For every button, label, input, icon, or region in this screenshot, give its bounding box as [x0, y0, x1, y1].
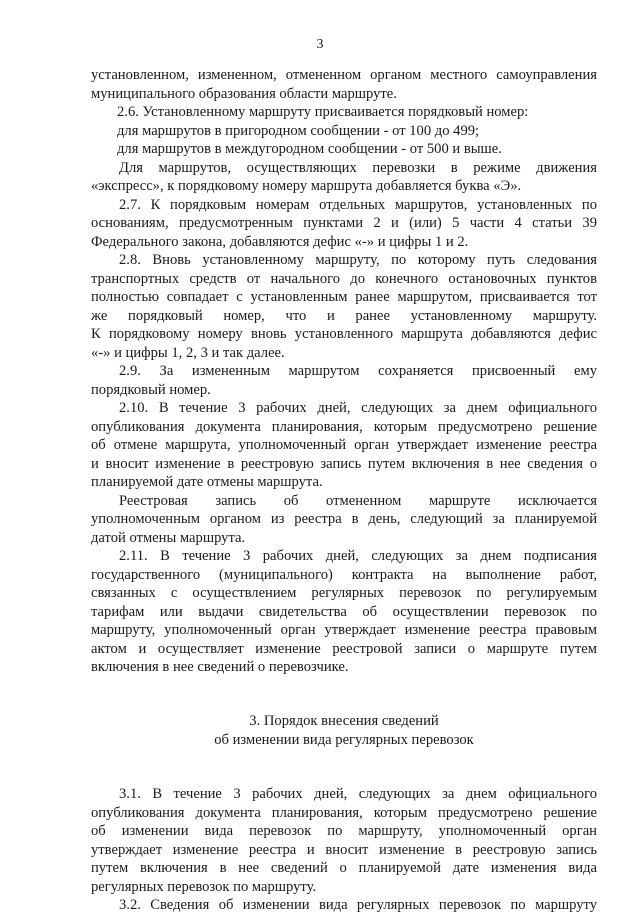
text-line: об изменении вида перевозок по маршруту, уполномоченный орган: [91, 823, 597, 839]
text-line: путем включения в нее сведений о планируемой дате изменения вида: [91, 860, 597, 876]
text-line: Реестровая запись об отмененном маршруте исключается: [119, 493, 597, 509]
text-line: опубликования документа планирования, которым предусмотрено решение: [91, 805, 597, 821]
text-line: 2.8. Вновь установленному маршруту, по которому путь следования: [119, 252, 597, 268]
text-line: же порядковый номер, что и ранее установленному маршруту.: [91, 308, 597, 324]
text-line: «экспресс», к порядковому номеру маршрута добавляется буква «Э».: [91, 178, 522, 194]
text-line: датой отмены маршрута.: [91, 530, 246, 546]
text-line: и вносит изменение в реестровую запись путем включения в нее сведения о: [91, 456, 597, 472]
text-line: опубликования документа планирования, которым предусмотрено решение: [91, 419, 597, 435]
text-line: 2.7. К порядковым номерам отдельных маршрутов, установленных по: [119, 197, 597, 213]
text-line: 2.11. В течение 3 рабочих дней, следующих за днем подписания: [119, 548, 597, 564]
text-line: транспортных средств от начального до конечного остановочных пунктов: [91, 271, 597, 287]
text-line: 2.6. Установленному маршруту присваивается порядковый номер:: [117, 104, 529, 120]
text-line: регулярных перевозок по маршруту.: [91, 879, 317, 895]
text-line: Федерального закона, добавляются дефис «-» и цифры 1 и 2.: [91, 234, 469, 250]
text-line: «-» и цифры 1, 2, 3 и так далее.: [91, 345, 285, 361]
text-line: порядковый номер.: [91, 382, 211, 398]
text-line: государственного (муниципального) контракта на выполнение работ,: [91, 567, 597, 583]
page-number: 3: [316, 37, 324, 52]
text-line: 2.9. За измененным маршрутом сохраняется присвоенный ему: [119, 363, 597, 379]
text-line: 2.10. В течение 3 рабочих дней, следующих за днем официального: [119, 400, 597, 416]
section-heading: 3. Порядок внесения сведений: [249, 713, 439, 729]
text-line: установленном, измененном, отмененном органом местного самоуправления: [91, 67, 597, 83]
text-line: об отмене маршрута, уполномоченный орган утверждает изменение реестра: [91, 437, 597, 453]
text-line: актом и осуществляет изменение реестровой записи о маршруте путем: [91, 641, 597, 657]
text-line: утверждает изменение реестра и вносит изменение в реестровую запись: [91, 842, 597, 858]
text-line: тарифам или выдачи свидетельства об осуществлении перевозок по: [91, 604, 597, 620]
text-line: связанных с осуществлением регулярных перевозок по регулируемым: [91, 585, 597, 601]
text-line: основаниям, предусмотренным пунктами 2 и (или) 5 части 4 статьи 39: [91, 215, 597, 231]
text-line: Для маршрутов, осуществляющих перевозки в режиме движения: [119, 160, 597, 176]
text-line: планируемой дате отмены маршрута.: [91, 474, 323, 490]
text-line: 3.2. Сведения об изменении вида регулярных перевозок по маршруту: [119, 897, 597, 913]
text-line: маршруту, уполномоченный орган утверждает изменение реестра правовым: [91, 622, 597, 638]
text-line: включения в нее сведений о перевозчике.: [91, 659, 349, 675]
text-line: полностью совпадает с установленным ранее маршрутом, присваивается тот: [91, 289, 597, 305]
section-heading: об изменении вида регулярных перевозок: [214, 732, 474, 748]
text-line: для маршрутов в междугородном сообщении - от 500 и выше.: [117, 141, 502, 157]
text-line: муниципального образования области маршруте.: [91, 86, 397, 102]
text-line: уполномоченным органом из реестра в день, следующий за планируемой: [91, 511, 597, 527]
text-line: для маршрутов в пригородном сообщении - от 100 до 499;: [117, 123, 480, 139]
text-line: 3.1. В течение 3 рабочих дней, следующих за днем официального: [119, 786, 597, 802]
text-line: К порядковому номеру вновь установленного маршрута добавляются дефис: [91, 326, 597, 342]
